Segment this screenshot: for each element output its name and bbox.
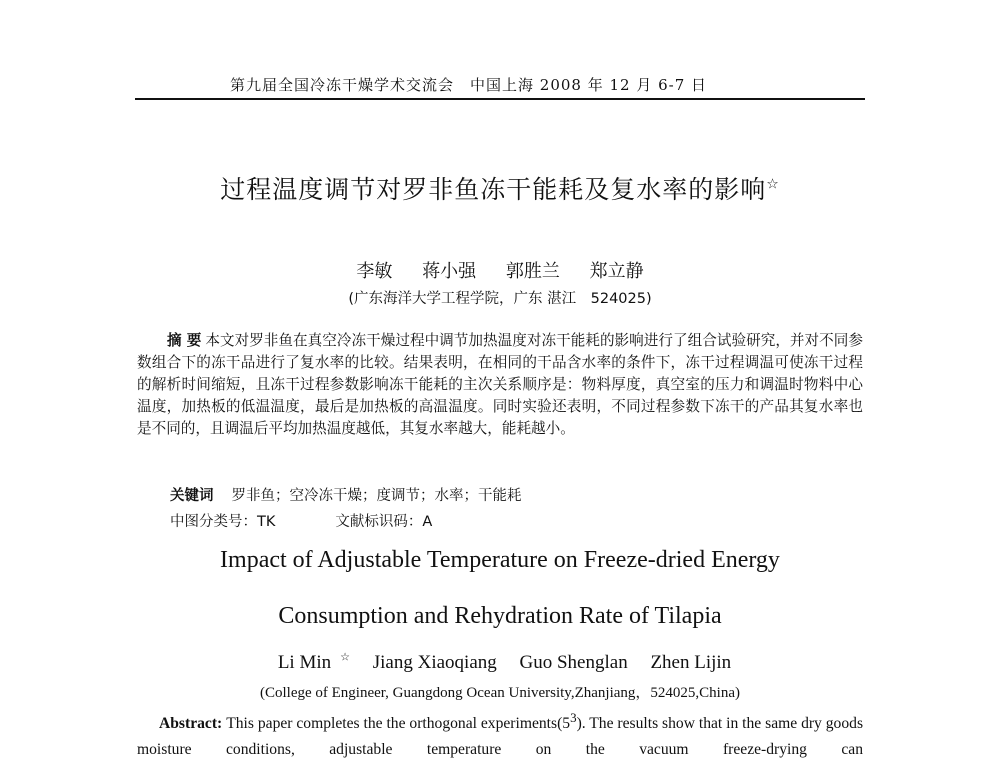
english-title-line1: Impact of Adjustable Temperature on Freeze-dried Energy	[220, 547, 780, 573]
english-author: Jiang Xiaoqiang	[372, 652, 497, 674]
author-footnote-mark: ☆	[340, 652, 350, 664]
chinese-author: 李敏	[356, 261, 393, 282]
english-title-line2: Consumption and Rehydration Rate of Tilapia	[278, 603, 722, 629]
english-abstract-part1: This paper completes the the orthogonal experiments(5	[226, 715, 571, 733]
english-author: Guo Shenglan	[519, 652, 628, 674]
english-authors	[0, 651, 1000, 674]
document-code: 文献标识码：A	[335, 514, 433, 530]
english-affiliation: (College of Engineer, Guangdong Ocean University,Zhanjiang，524025,China)	[260, 685, 740, 701]
chinese-title-text: 过程温度调节对罗非鱼冻干能耗及复水率的影响	[220, 175, 767, 204]
classification-line	[170, 510, 432, 531]
chinese-author: 蒋小强	[422, 261, 477, 282]
english-author-name: Li Min	[277, 652, 332, 674]
english-author: Zhen Lijin	[650, 652, 732, 674]
english-author	[269, 652, 350, 673]
running-header: 第九届全国冷冻干燥学术交流会 中国上海 2008 年 12 月 6-7 日	[230, 76, 708, 94]
english-abstract	[137, 705, 863, 763]
english-abstract-label: Abstract:	[159, 715, 223, 733]
english-abstract-part2: ). The results show that in the same dry goods moisture conditions, adjustable temperature on the vacuum freeze-drying can	[137, 715, 864, 759]
english-abstract-superscript: 3	[570, 710, 577, 725]
title-footnote-mark: ☆	[766, 176, 780, 193]
keywords-label: 关键词	[170, 488, 214, 504]
class-number: 中图分类号：TK	[170, 514, 276, 530]
chinese-keywords	[170, 484, 522, 505]
chinese-author: 郑立静	[589, 261, 644, 282]
chinese-authors	[0, 257, 1000, 283]
keywords-text: 罗非鱼；空冷冻干燥；度调节；水率；干能耗	[231, 488, 522, 504]
chinese-title	[0, 170, 1000, 206]
chinese-affiliation: (广东海洋大学工程学院，广东 湛江 524025)	[348, 291, 652, 307]
chinese-author: 郭胜兰	[505, 261, 560, 282]
chinese-abstract-label: 摘 要	[167, 332, 202, 349]
chinese-abstract	[137, 330, 863, 440]
chinese-abstract-text: 本文对罗非鱼在真空冷冻干燥过程中调节加热温度对冻干能耗的影响进行了组合试验研究，并对不同参数组合下的冻干品进行了复水率的比较。结果表明，在相同的干品含水率的条件下，冻干过程调温可使冻干过程的解析时间缩短，且冻干过程参数影响冻干能耗的主次关系顺序是：物料厚度，真空室的压力和调温时物料中心温度，加热板的低温温度，最后是加热板的高温温度。同时实验还表明，不同过程参数下冻干的产品其复水率也是不同的，且调温后平均加热温度越低，其复水率越大，能耗越小。	[137, 332, 863, 437]
header-rule	[135, 98, 865, 100]
